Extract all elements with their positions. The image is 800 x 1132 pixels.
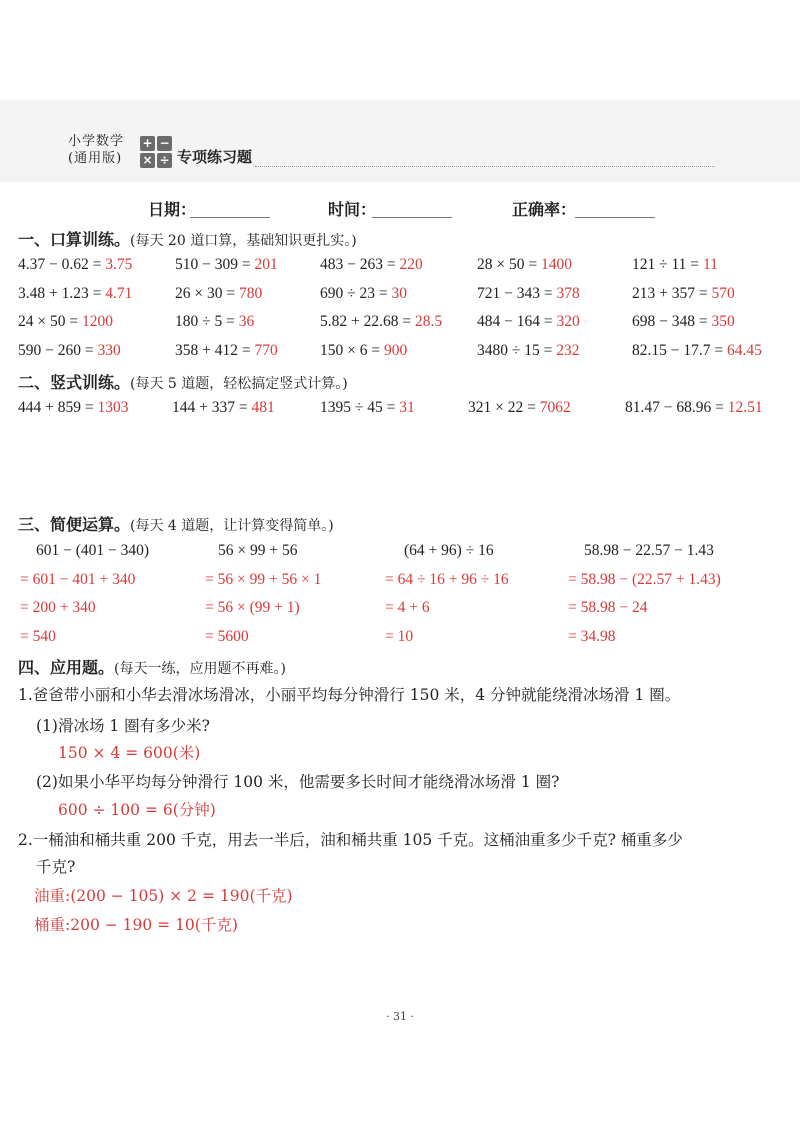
answer-text: 1400 [540, 256, 572, 273]
answer-text: 30 [391, 285, 407, 302]
question-text: 358 + 412 = [175, 342, 255, 359]
answer-text: 232 [556, 342, 580, 359]
oral-calc-item [477, 338, 580, 364]
problem1-sub2-answer: 600 ÷ 100 = 6(分钟) [58, 801, 216, 819]
series-line1: 小学数学 [68, 134, 125, 149]
time-blank [372, 217, 452, 218]
oral-calc-item [632, 252, 718, 278]
problem1-text: 1.爸爸带小丽和小华去滑冰场滑冰，小丽平均每分钟滑行 150 米，4 分钟就能绕滑冰场滑 1 圈。 [18, 686, 681, 704]
question-text: 81.47 − 68.96 = [625, 399, 728, 416]
question-text: 4.37 − 0.62 = [18, 256, 106, 273]
simplify-step: = 5600 [205, 628, 249, 645]
question-text: 483 − 263 = [320, 256, 400, 273]
question-text: 150 × 6 = [320, 342, 384, 359]
question-text: 3480 ÷ 15 = [477, 342, 557, 359]
time-label: 时间： [328, 200, 377, 219]
oral-calc-item [477, 252, 572, 278]
answer-text: 378 [556, 285, 580, 302]
simplify-question: 58.98 − 22.57 − 1.43 [584, 542, 714, 559]
question-text: 121 ÷ 11 = [632, 256, 703, 273]
section4-title: 四、应用题。 [18, 658, 115, 677]
answer-text: 1200 [81, 313, 113, 330]
question-text: 5.82 + 22.68 = [320, 313, 415, 330]
question-text: 321 × 22 = [468, 399, 540, 416]
series-line2: (通用版) [68, 151, 123, 166]
vertical-calc-item [468, 395, 571, 421]
question-text: 180 ÷ 5 = [175, 313, 239, 330]
question-text: 26 × 30 = [175, 285, 239, 302]
section4-note: (每天一练，应用题不再难。) [114, 661, 286, 677]
oral-calc-item [175, 252, 278, 278]
simplify-step: = 4 + 6 [385, 599, 430, 616]
header-divider [255, 166, 715, 167]
section1-title: 一、口算训练。 [18, 230, 131, 249]
oral-calc-item [477, 281, 580, 307]
simplify-step: = 64 ÷ 16 + 96 ÷ 16 [385, 571, 509, 588]
header-title: 专项练习题 [177, 148, 253, 166]
section1-note: (每天 20 道口算，基础知识更扎实。) [130, 233, 357, 249]
question-text: 24 × 50 = [18, 313, 82, 330]
oral-calc-item [320, 281, 407, 307]
question-text: 698 − 348 = [632, 313, 712, 330]
problem2-answer-oil: 油重:(200 − 105) × 2 = 190(千克) [34, 887, 293, 905]
question-text: 590 − 260 = [18, 342, 98, 359]
answer-text: 570 [711, 285, 735, 302]
question-text: 510 − 309 = [175, 256, 255, 273]
simplify-step: = 540 [20, 628, 56, 645]
divide-icon: ÷ [157, 153, 172, 168]
answer-text: 7062 [539, 399, 571, 416]
answer-text: 28.5 [414, 313, 443, 330]
page-top-margin [0, 0, 800, 100]
simplify-step: = 601 − 401 + 340 [20, 571, 136, 588]
answer-text: 1303 [97, 399, 129, 416]
accuracy-blank [575, 217, 655, 218]
simplify-question: (64 + 96) ÷ 16 [404, 542, 494, 559]
answer-text: 201 [254, 256, 278, 273]
section3-note: (每天 4 道题，让计算变得简单。) [130, 518, 334, 534]
oral-calc-item [18, 281, 132, 307]
simplify-question: 56 × 99 + 56 [218, 542, 298, 559]
answer-text: 330 [97, 342, 121, 359]
question-text: 3.48 + 1.23 = [18, 285, 106, 302]
oral-calc-item [632, 338, 762, 364]
answer-text: 220 [399, 256, 423, 273]
answer-text: 31 [399, 399, 415, 416]
answer-text: 481 [251, 399, 275, 416]
answer-text: 12.51 [727, 399, 763, 416]
answer-text: 320 [556, 313, 580, 330]
minus-icon: − [157, 136, 172, 151]
question-text: 213 + 357 = [632, 285, 712, 302]
multiply-icon: × [140, 153, 155, 168]
date-blank [190, 217, 270, 218]
oral-calc-item [18, 309, 113, 335]
section2-title: 二、竖式训练。 [18, 373, 131, 392]
section2-heading [18, 370, 348, 393]
oral-calc-item [477, 309, 580, 335]
simplify-step: = 10 [385, 628, 414, 645]
answer-text: 770 [254, 342, 278, 359]
section2-note: (每天 5 道题，轻松搞定竖式计算。) [130, 376, 348, 392]
oral-calc-item [175, 338, 278, 364]
question-text: 444 + 859 = [18, 399, 98, 416]
vertical-calc-item [18, 395, 128, 421]
answer-text: 900 [383, 342, 408, 359]
question-text: 721 − 343 = [477, 285, 557, 302]
section4-heading [18, 655, 286, 678]
answer-text: 11 [702, 256, 718, 273]
simplify-step: = 200 + 340 [20, 599, 96, 616]
oral-calc-item [320, 309, 442, 335]
simplify-step: = 56 × (99 + 1) [205, 599, 300, 616]
plus-icon: + [140, 136, 155, 151]
question-text: 484 − 164 = [477, 313, 557, 330]
oral-calc-item [18, 338, 121, 364]
question-text: 82.15 − 17.7 = [632, 342, 727, 359]
answer-text: 350 [711, 313, 735, 330]
date-label: 日期： [148, 200, 197, 219]
question-text: 1395 ÷ 45 = [320, 399, 400, 416]
answer-text: 4.71 [105, 285, 133, 302]
answer-text: 64.45 [726, 342, 762, 359]
simplify-step: = 34.98 [568, 628, 616, 645]
problem1-sub1-question: (1)滑冰场 1 圈有多少米? [36, 717, 210, 735]
oral-calc-item [632, 281, 735, 307]
oral-calc-item [175, 309, 254, 335]
problem1-sub1-answer: 150 × 4 = 600(米) [58, 744, 201, 762]
simplify-step: = 58.98 − 24 [568, 599, 648, 616]
simplify-question: 601 − (401 − 340) [36, 542, 150, 559]
accuracy-label: 正确率： [512, 200, 577, 219]
page-number: · 31 · [386, 1010, 414, 1023]
problem1-sub2-question: (2)如果小华平均每分钟滑行 100 米，他需要多长时间才能绕滑冰场滑 1 圈? [36, 773, 560, 791]
simplify-step: = 58.98 − (22.57 + 1.43) [568, 571, 721, 588]
oral-calc-item [632, 309, 735, 335]
answer-text: 780 [238, 285, 263, 302]
question-text: 28 × 50 = [477, 256, 541, 273]
section3-title: 三、简便运算。 [18, 515, 131, 534]
series-label [68, 133, 124, 167]
oral-calc-item [320, 338, 407, 364]
oral-calc-item [18, 252, 132, 278]
problem2-text-line1: 2.一桶油和桶共重 200 千克，用去一半后，油和桶共重 105 千克。这桶油重多少千克? 桶重多少 [18, 831, 683, 849]
problem2-answer-bucket: 桶重:200 − 190 = 10(千克) [34, 916, 238, 934]
question-text: 690 ÷ 23 = [320, 285, 392, 302]
answer-text: 3.75 [105, 256, 133, 273]
vertical-calc-item [320, 395, 415, 421]
question-text: 144 + 337 = [172, 399, 252, 416]
vertical-calc-item [625, 395, 763, 421]
section3-heading [18, 512, 334, 535]
simplify-step: = 56 × 99 + 56 × 1 [205, 571, 322, 588]
vertical-calc-item [172, 395, 275, 421]
section1-heading [18, 227, 357, 250]
problem2-text-line2: 千克? [36, 858, 76, 876]
oral-calc-item [175, 281, 262, 307]
oral-calc-item [320, 252, 423, 278]
answer-text: 36 [238, 313, 255, 330]
operator-icon-grid [140, 136, 174, 170]
